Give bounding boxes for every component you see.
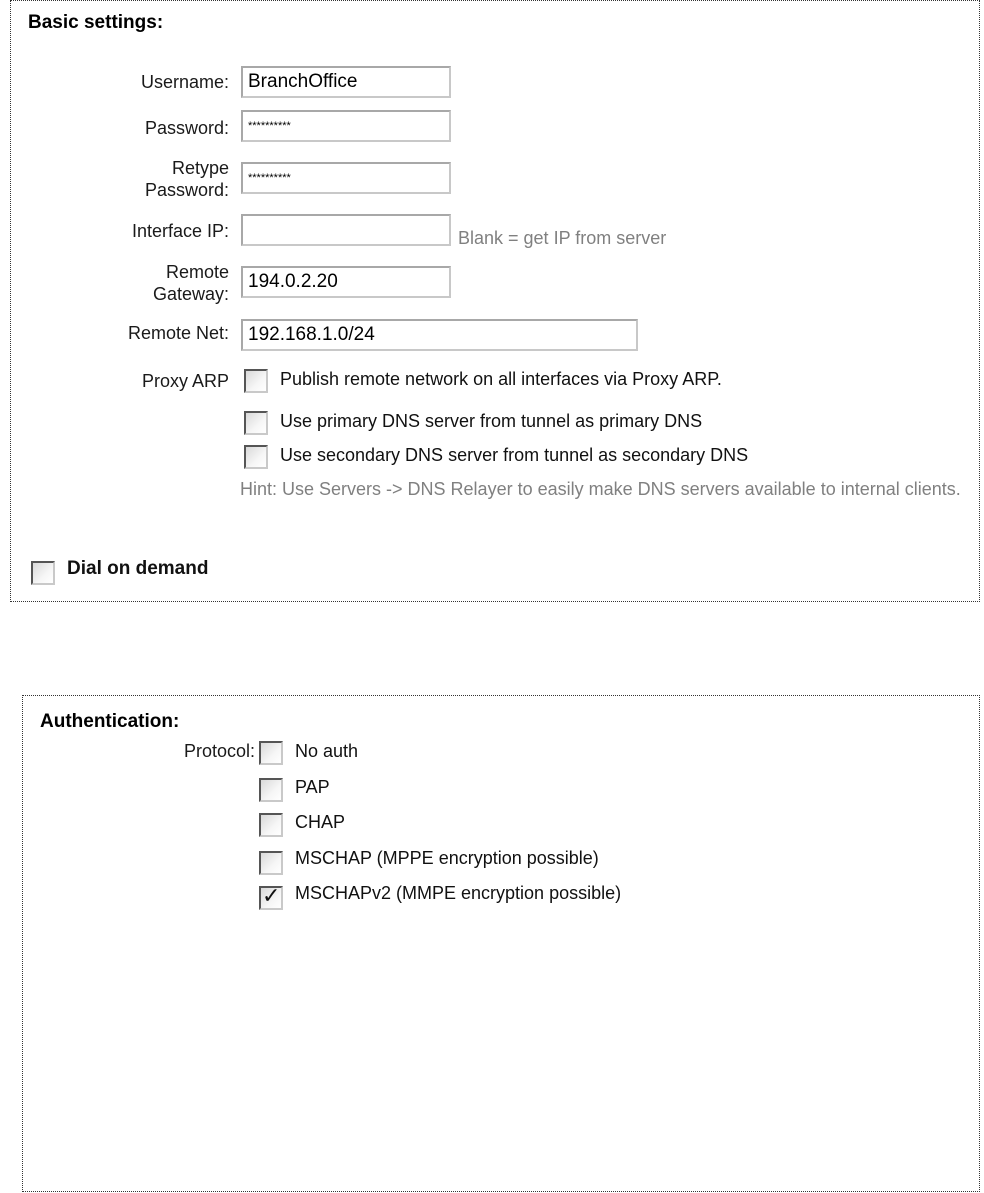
authentication-title: Authentication:: [40, 711, 180, 732]
dial-on-demand-text: Dial on demand: [67, 558, 209, 579]
checkmark-icon: ✓: [262, 884, 281, 909]
dns-hint: Hint: Use Servers -> DNS Relayer to easily make DNS servers available to internal clients.: [240, 479, 961, 499]
protocol-checkbox-pap[interactable]: [259, 778, 283, 802]
basic-settings-title: Basic settings:: [28, 12, 164, 33]
interface-ip-hint: Blank = get IP from server: [458, 228, 667, 248]
protocol-option-label: No auth: [295, 741, 359, 761]
protocol-checkbox-mschap[interactable]: [259, 851, 283, 875]
protocol-option-label: CHAP: [295, 812, 346, 832]
protocol-option-label: MSCHAP (MPPE encryption possible): [295, 848, 599, 868]
proxy-arp-text: Publish remote network on all interfaces via Proxy ARP.: [280, 369, 722, 389]
primary-dns-text: Use primary DNS server from tunnel as primary DNS: [280, 411, 703, 431]
password-input[interactable]: [241, 110, 451, 142]
secondary-dns-checkbox[interactable]: [244, 445, 268, 469]
username-label: Username:: [140, 72, 229, 92]
username-input[interactable]: [241, 66, 451, 98]
protocol-checkbox-mschapv2[interactable]: [259, 886, 283, 910]
proxy-arp-label: Proxy ARP: [141, 371, 229, 391]
protocol-option-label: PAP: [295, 777, 330, 797]
remote-net-input[interactable]: [241, 319, 638, 351]
protocol-checkbox-no-auth[interactable]: [259, 741, 283, 765]
dial-on-demand-checkbox[interactable]: [31, 561, 55, 585]
primary-dns-checkbox[interactable]: [244, 411, 268, 435]
authentication-panel: [22, 695, 980, 1192]
interface-ip-label: Interface IP:: [131, 221, 229, 241]
password-label: Password:: [144, 118, 229, 138]
protocol-option-label: MSCHAPv2 (MMPE encryption possible): [295, 883, 622, 903]
remote-net-label: Remote Net:: [127, 323, 229, 343]
secondary-dns-text: Use secondary DNS server from tunnel as secondary DNS: [280, 445, 749, 465]
protocol-label: Protocol:: [183, 741, 255, 761]
protocol-checkbox-chap[interactable]: [259, 813, 283, 837]
retype-password-label: Retype Password:: [144, 158, 229, 200]
proxy-arp-checkbox[interactable]: [244, 369, 268, 393]
interface-ip-input[interactable]: [241, 214, 451, 246]
basic-settings-panel: [10, 0, 980, 602]
remote-gateway-input[interactable]: [241, 266, 451, 298]
retype-password-input[interactable]: [241, 162, 451, 194]
remote-gateway-label: Remote Gateway:: [152, 262, 229, 304]
